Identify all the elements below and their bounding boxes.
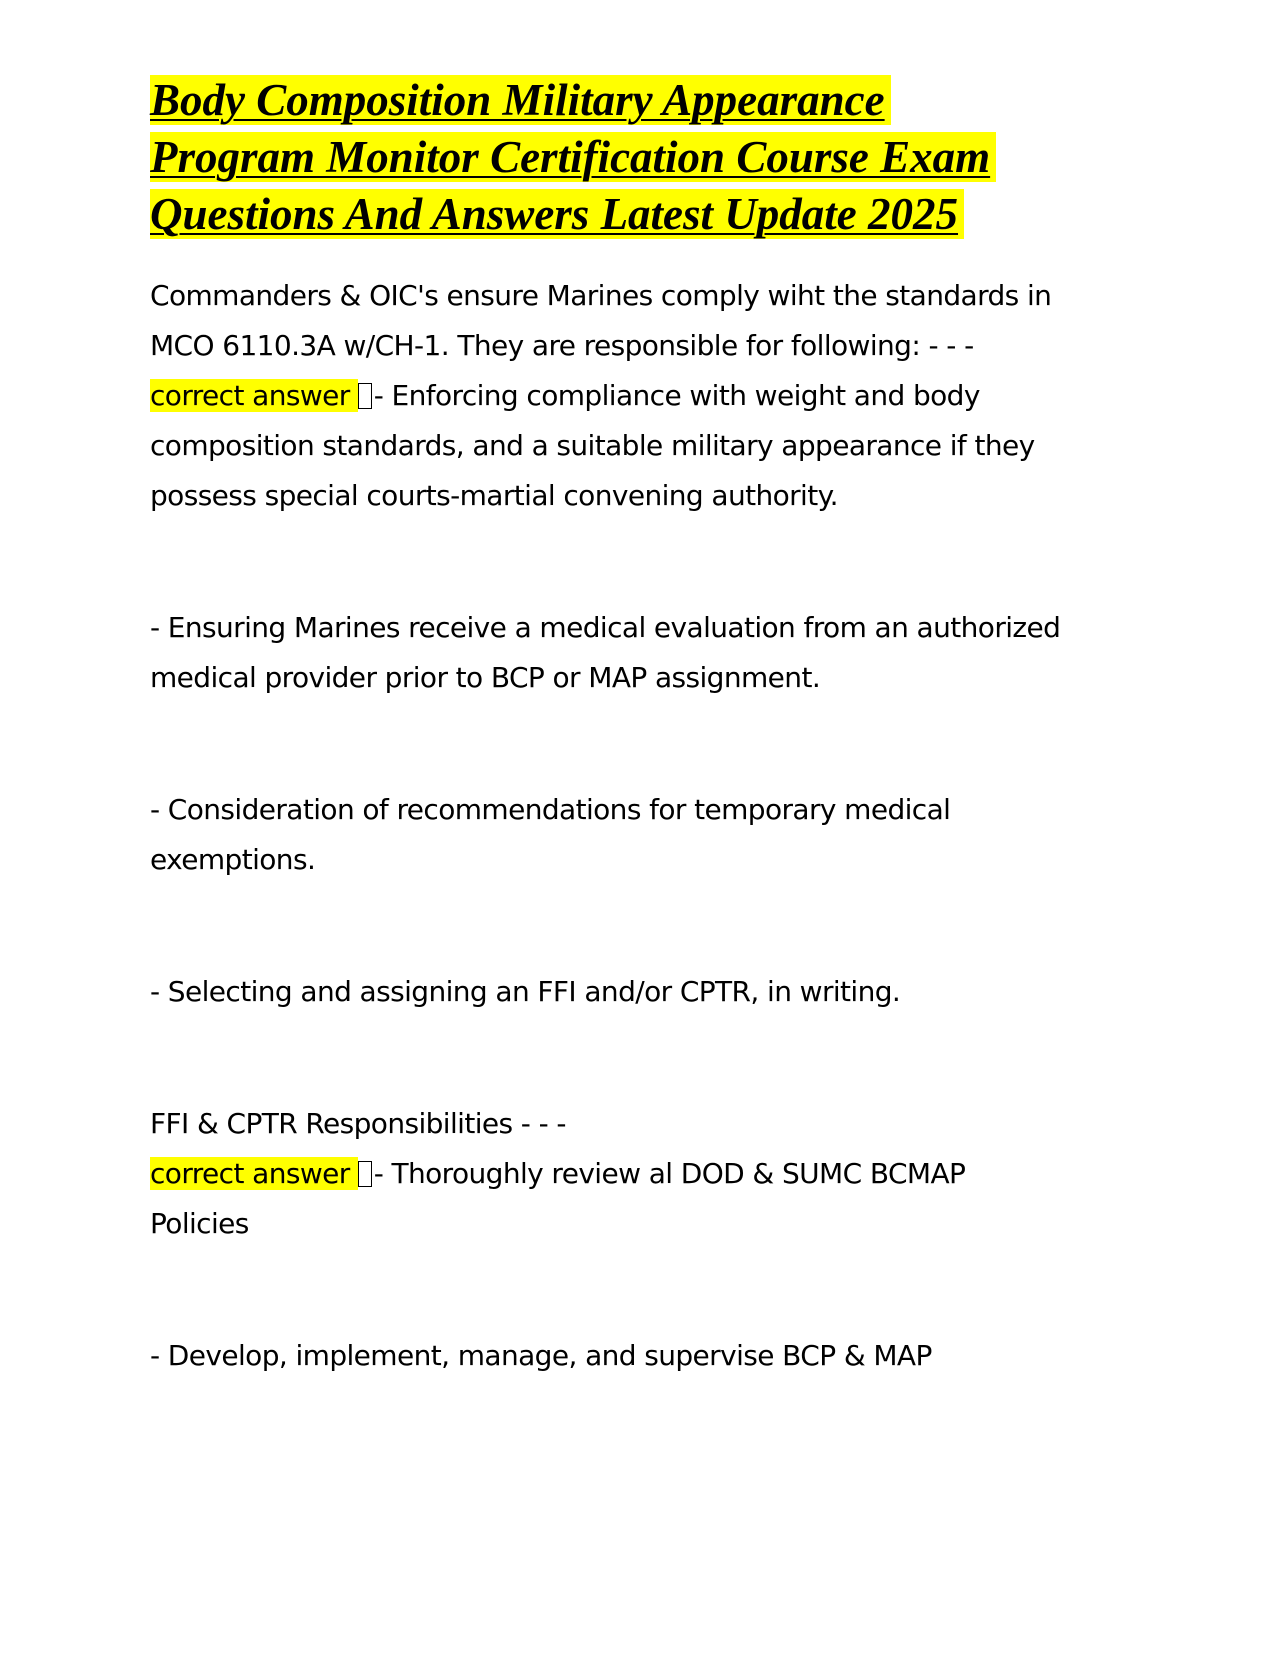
- bullet-3-line-1: - Consideration of recommendations for temporary medical: [150, 793, 951, 826]
- answer-2-line-2: Policies: [150, 1207, 249, 1240]
- question-2-line-1: FFI & CPTR Responsibilities - - -: [150, 1107, 566, 1140]
- question-1-line-2: MCO 6110.3A w/CH-1. They are responsible for following: - - -: [150, 329, 974, 362]
- document-title: [150, 72, 1130, 243]
- answer-1-bullet-2: [150, 603, 1130, 703]
- answer-1-line-2: composition standards, and a suitable military appearance if they: [150, 429, 1035, 462]
- question-1: [150, 271, 1130, 521]
- paragraph-gap: [150, 703, 1130, 785]
- answer-1-bullet-4: [150, 967, 1130, 1017]
- paragraph-gap: [150, 885, 1130, 967]
- correct-answer-label: correct answer: [150, 379, 358, 412]
- paragraph-gap: [150, 1017, 1130, 1099]
- missing-glyph-box-icon: [358, 383, 372, 409]
- answer-1-line-3: possess special courts-martial convening authority.: [150, 479, 838, 512]
- answer-1-bullet-3: [150, 785, 1130, 885]
- paragraph-gap: [150, 1249, 1130, 1331]
- paragraph-gap: [150, 521, 1130, 603]
- question-2: [150, 1099, 1130, 1249]
- document-body: [150, 271, 1130, 1381]
- correct-answer-label: correct answer: [150, 1157, 358, 1190]
- bullet-2-line-1: - Ensuring Marines receive a medical evaluation from an authorized: [150, 611, 1061, 644]
- q2-bullet-2-line-1: - Develop, implement, manage, and supervise BCP & MAP: [150, 1339, 932, 1372]
- title-line-2: Program Monitor Certification Course Exam: [150, 132, 996, 182]
- question-1-line-1: Commanders & OIC's ensure Marines comply wiht the standards in: [150, 279, 1052, 312]
- answer-1-line-1: - Enforcing compliance with weight and body: [373, 379, 980, 412]
- answer-2-bullet-2: [150, 1331, 1130, 1381]
- title-line-1: Body Composition Military Appearance: [150, 75, 891, 125]
- bullet-3-line-2: exemptions.: [150, 843, 316, 876]
- bullet-4-line-1: - Selecting and assigning an FFI and/or CPTR, in writing.: [150, 975, 901, 1008]
- answer-2-line-1: - Thoroughly review al DOD & SUMC BCMAP: [373, 1157, 966, 1190]
- missing-glyph-box-icon: [358, 1161, 372, 1187]
- document-page: [150, 72, 1130, 1381]
- title-line-3: Questions And Answers Latest Update 2025: [150, 189, 964, 239]
- bullet-2-line-2: medical provider prior to BCP or MAP assignment.: [150, 661, 821, 694]
